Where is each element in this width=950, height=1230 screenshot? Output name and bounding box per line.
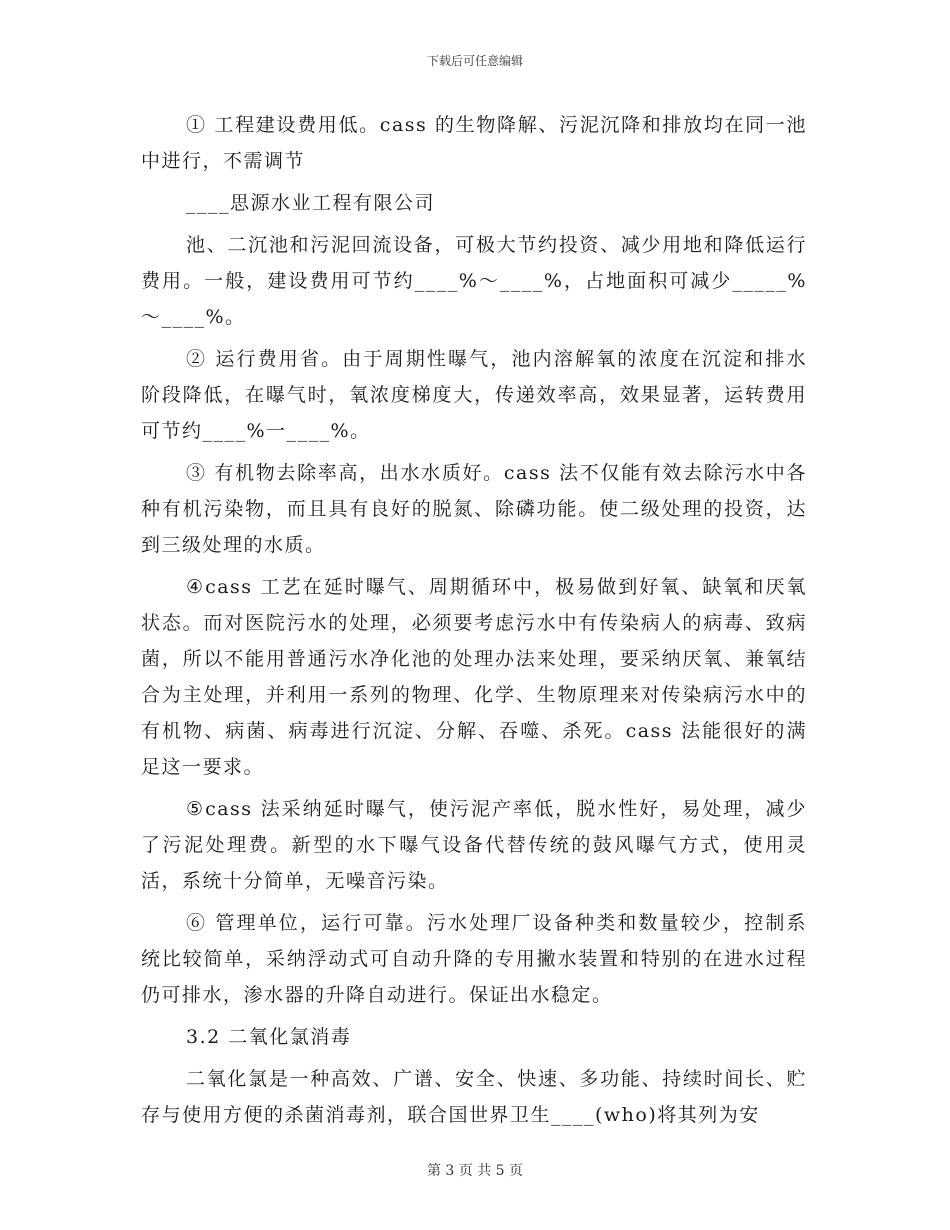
paragraph-advantage-6: ⑥ 管理单位，运行可靠。污水处理厂设备种类和数量较少，控制系统比较简单，采纳浮动式可自动升降的专用撇水装置和特别的在进水过程仍可排水，渗水器的升降自动进行。保证出水稳定。 bbox=[141, 912, 807, 1006]
paragraph-advantage-1-continued: 池、二沉池和污泥回流设备，可极大节约投资、减少用地和降低运行费用。一般，建设费用可节约____%～____%，占地面积可减少_____%～____%。 bbox=[141, 234, 807, 328]
paragraph-advantage-2: ② 运行费用省。由于周期性曝气，池内溶解氧的浓度在沉淀和排水阶段降低，在曝气时，氧浓度梯度大，传递效率高，效果显著，运转费用可节约____%一____%。 bbox=[141, 348, 807, 442]
paragraph-advantage-3: ③ 有机物去除率高，出水水质好。cass 法不仅能有效去除污水中各种有机污染物，而且具有良好的脱氮、除磷功能。使二级处理的投资，达到三级处理的水质。 bbox=[141, 462, 807, 556]
page-header: 下载后可任意编辑 bbox=[426, 54, 523, 68]
paragraph-company-name: ____思源水业工程有限公司 bbox=[186, 192, 436, 214]
section-heading: 3.2 二氧化氯消毒 bbox=[186, 1026, 352, 1048]
page-footer: 第 3 页 共 5 页 bbox=[426, 1163, 524, 1179]
paragraph-advantage-5: ⑤cass 法采纳延时曝气，使污泥产率低，脱水性好，易处理，减少了污泥处理费。新型的水下曝气设备代替传统的鼓风曝气方式，使用灵活，系统十分简单，无噪音污染。 bbox=[141, 798, 807, 892]
paragraph-advantage-4: ④cass 工艺在延时曝气、周期循环中，极易做到好氧、缺氧和厌氧状态。而对医院污水的处理，必须要考虑污水中有传染病人的病毒、致病菌，所以不能用普通污水净化池的处理办法来处理，要采纳厌氧、兼氧结合为主处理，并利用一系列的物理、化学、生物原理来对传染病污水中的有机物、病菌、病毒进行沉淀、分解、吞噬、杀死。cass 法能很好的满足这一要求。 bbox=[141, 576, 807, 778]
paragraph-chlorine-dioxide: 二氧化氯是一种高效、广谱、安全、快速、多功能、持续时间长、贮存与使用方便的杀菌消毒剂，联合国世界卫生____(who)将其列为安 bbox=[141, 1068, 807, 1126]
paragraph-advantage-1: ① 工程建设费用低。cass 的生物降解、污泥沉降和排放均在同一池中进行，不需调节 bbox=[141, 114, 807, 172]
document-body bbox=[141, 107, 807, 1139]
